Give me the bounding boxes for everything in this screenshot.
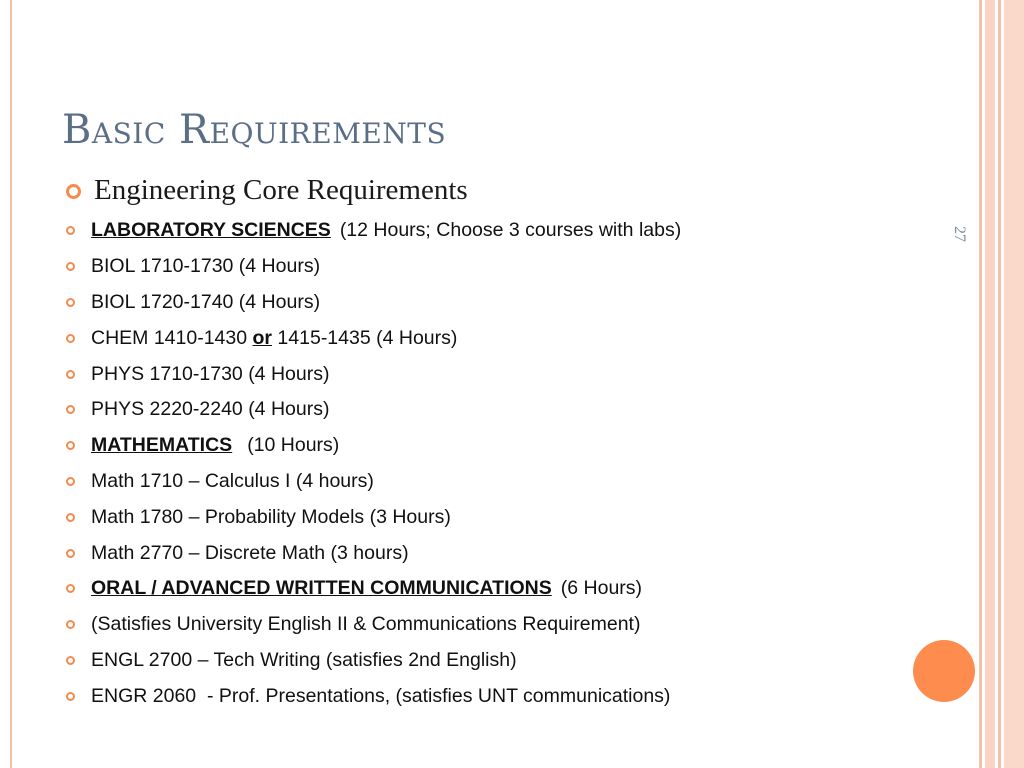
course-text: Math 1780 – Probability Models (3 Hours) bbox=[91, 505, 451, 528]
bullet-ring-icon bbox=[66, 262, 75, 271]
course-text: (Satisfies University English II & Communications Requirement) bbox=[91, 613, 641, 636]
right-decorative-stripe bbox=[1004, 0, 1024, 768]
list-item bbox=[66, 392, 681, 428]
bullet-ring-icon bbox=[66, 441, 75, 450]
list-item bbox=[66, 320, 681, 356]
communications-detail: (6 Hours) bbox=[560, 577, 643, 600]
bullet-ring-icon bbox=[66, 513, 75, 522]
mathematics-detail: (10 Hours) bbox=[247, 434, 340, 457]
communications-heading: ORAL / ADVANCED WRITTEN COMMUNICATIONS bbox=[91, 577, 552, 600]
list-item-communications bbox=[66, 571, 681, 607]
bullet-ring-icon bbox=[66, 184, 81, 199]
course-text: BIOL 1720-1740 (4 Hours) bbox=[91, 290, 321, 313]
course-text: PHYS 1710-1730 (4 Hours) bbox=[91, 362, 330, 385]
list-item bbox=[66, 535, 681, 571]
bullet-ring-icon bbox=[66, 549, 75, 558]
lab-sciences-detail: (12 Hours; Choose 3 courses with labs) bbox=[339, 219, 682, 242]
list-item bbox=[66, 285, 681, 321]
bullet-ring-icon bbox=[66, 298, 75, 307]
section-subtitle bbox=[66, 168, 468, 212]
course-text: PHYS 2220-2240 (4 Hours) bbox=[91, 398, 330, 421]
bullet-ring-icon bbox=[66, 226, 75, 235]
slide-title: Basic Requirements bbox=[62, 107, 447, 153]
mathematics-heading: MATHEMATICS bbox=[91, 434, 233, 457]
bullet-ring-icon bbox=[66, 477, 75, 486]
bullet-ring-icon bbox=[66, 405, 75, 414]
right-decorative-stripe bbox=[998, 0, 1001, 768]
list-item bbox=[66, 607, 681, 643]
slide-number: 27 bbox=[951, 226, 968, 242]
course-text: CHEM 1410-1430 bbox=[91, 326, 253, 349]
list-item bbox=[66, 499, 681, 535]
list-item-mathematics bbox=[66, 428, 681, 464]
requirements-list bbox=[66, 213, 681, 714]
list-item bbox=[66, 678, 681, 714]
bullet-ring-icon bbox=[66, 370, 75, 379]
bullet-ring-icon bbox=[66, 692, 75, 701]
left-border-line bbox=[10, 0, 12, 768]
list-item-lab-sciences bbox=[66, 213, 681, 249]
course-text: ENGR 2060 - Prof. Presentations, (satisfies UNT communications) bbox=[91, 684, 671, 707]
course-text: Math 1710 – Calculus I (4 hours) bbox=[91, 469, 374, 492]
bullet-ring-icon bbox=[66, 584, 75, 593]
course-text: 1415-1435 (4 Hours) bbox=[272, 326, 458, 349]
bullet-ring-icon bbox=[66, 334, 75, 343]
list-item bbox=[66, 249, 681, 285]
lab-sciences-heading: LABORATORY SCIENCES bbox=[91, 219, 331, 242]
list-item bbox=[66, 356, 681, 392]
list-item bbox=[66, 464, 681, 500]
right-decorative-stripe bbox=[985, 0, 995, 768]
list-item bbox=[66, 643, 681, 679]
subtitle-text: Engineering Core Requirements bbox=[94, 173, 468, 206]
or-keyword: or bbox=[252, 326, 273, 349]
course-text: BIOL 1710-1730 (4 Hours) bbox=[91, 255, 321, 278]
bullet-ring-icon bbox=[66, 620, 75, 629]
decorative-circle bbox=[913, 640, 975, 702]
course-text: Math 2770 – Discrete Math (3 hours) bbox=[91, 541, 409, 564]
course-text: ENGL 2700 – Tech Writing (satisfies 2nd English) bbox=[91, 648, 517, 671]
right-decorative-stripe bbox=[979, 0, 982, 768]
bullet-ring-icon bbox=[66, 656, 75, 665]
